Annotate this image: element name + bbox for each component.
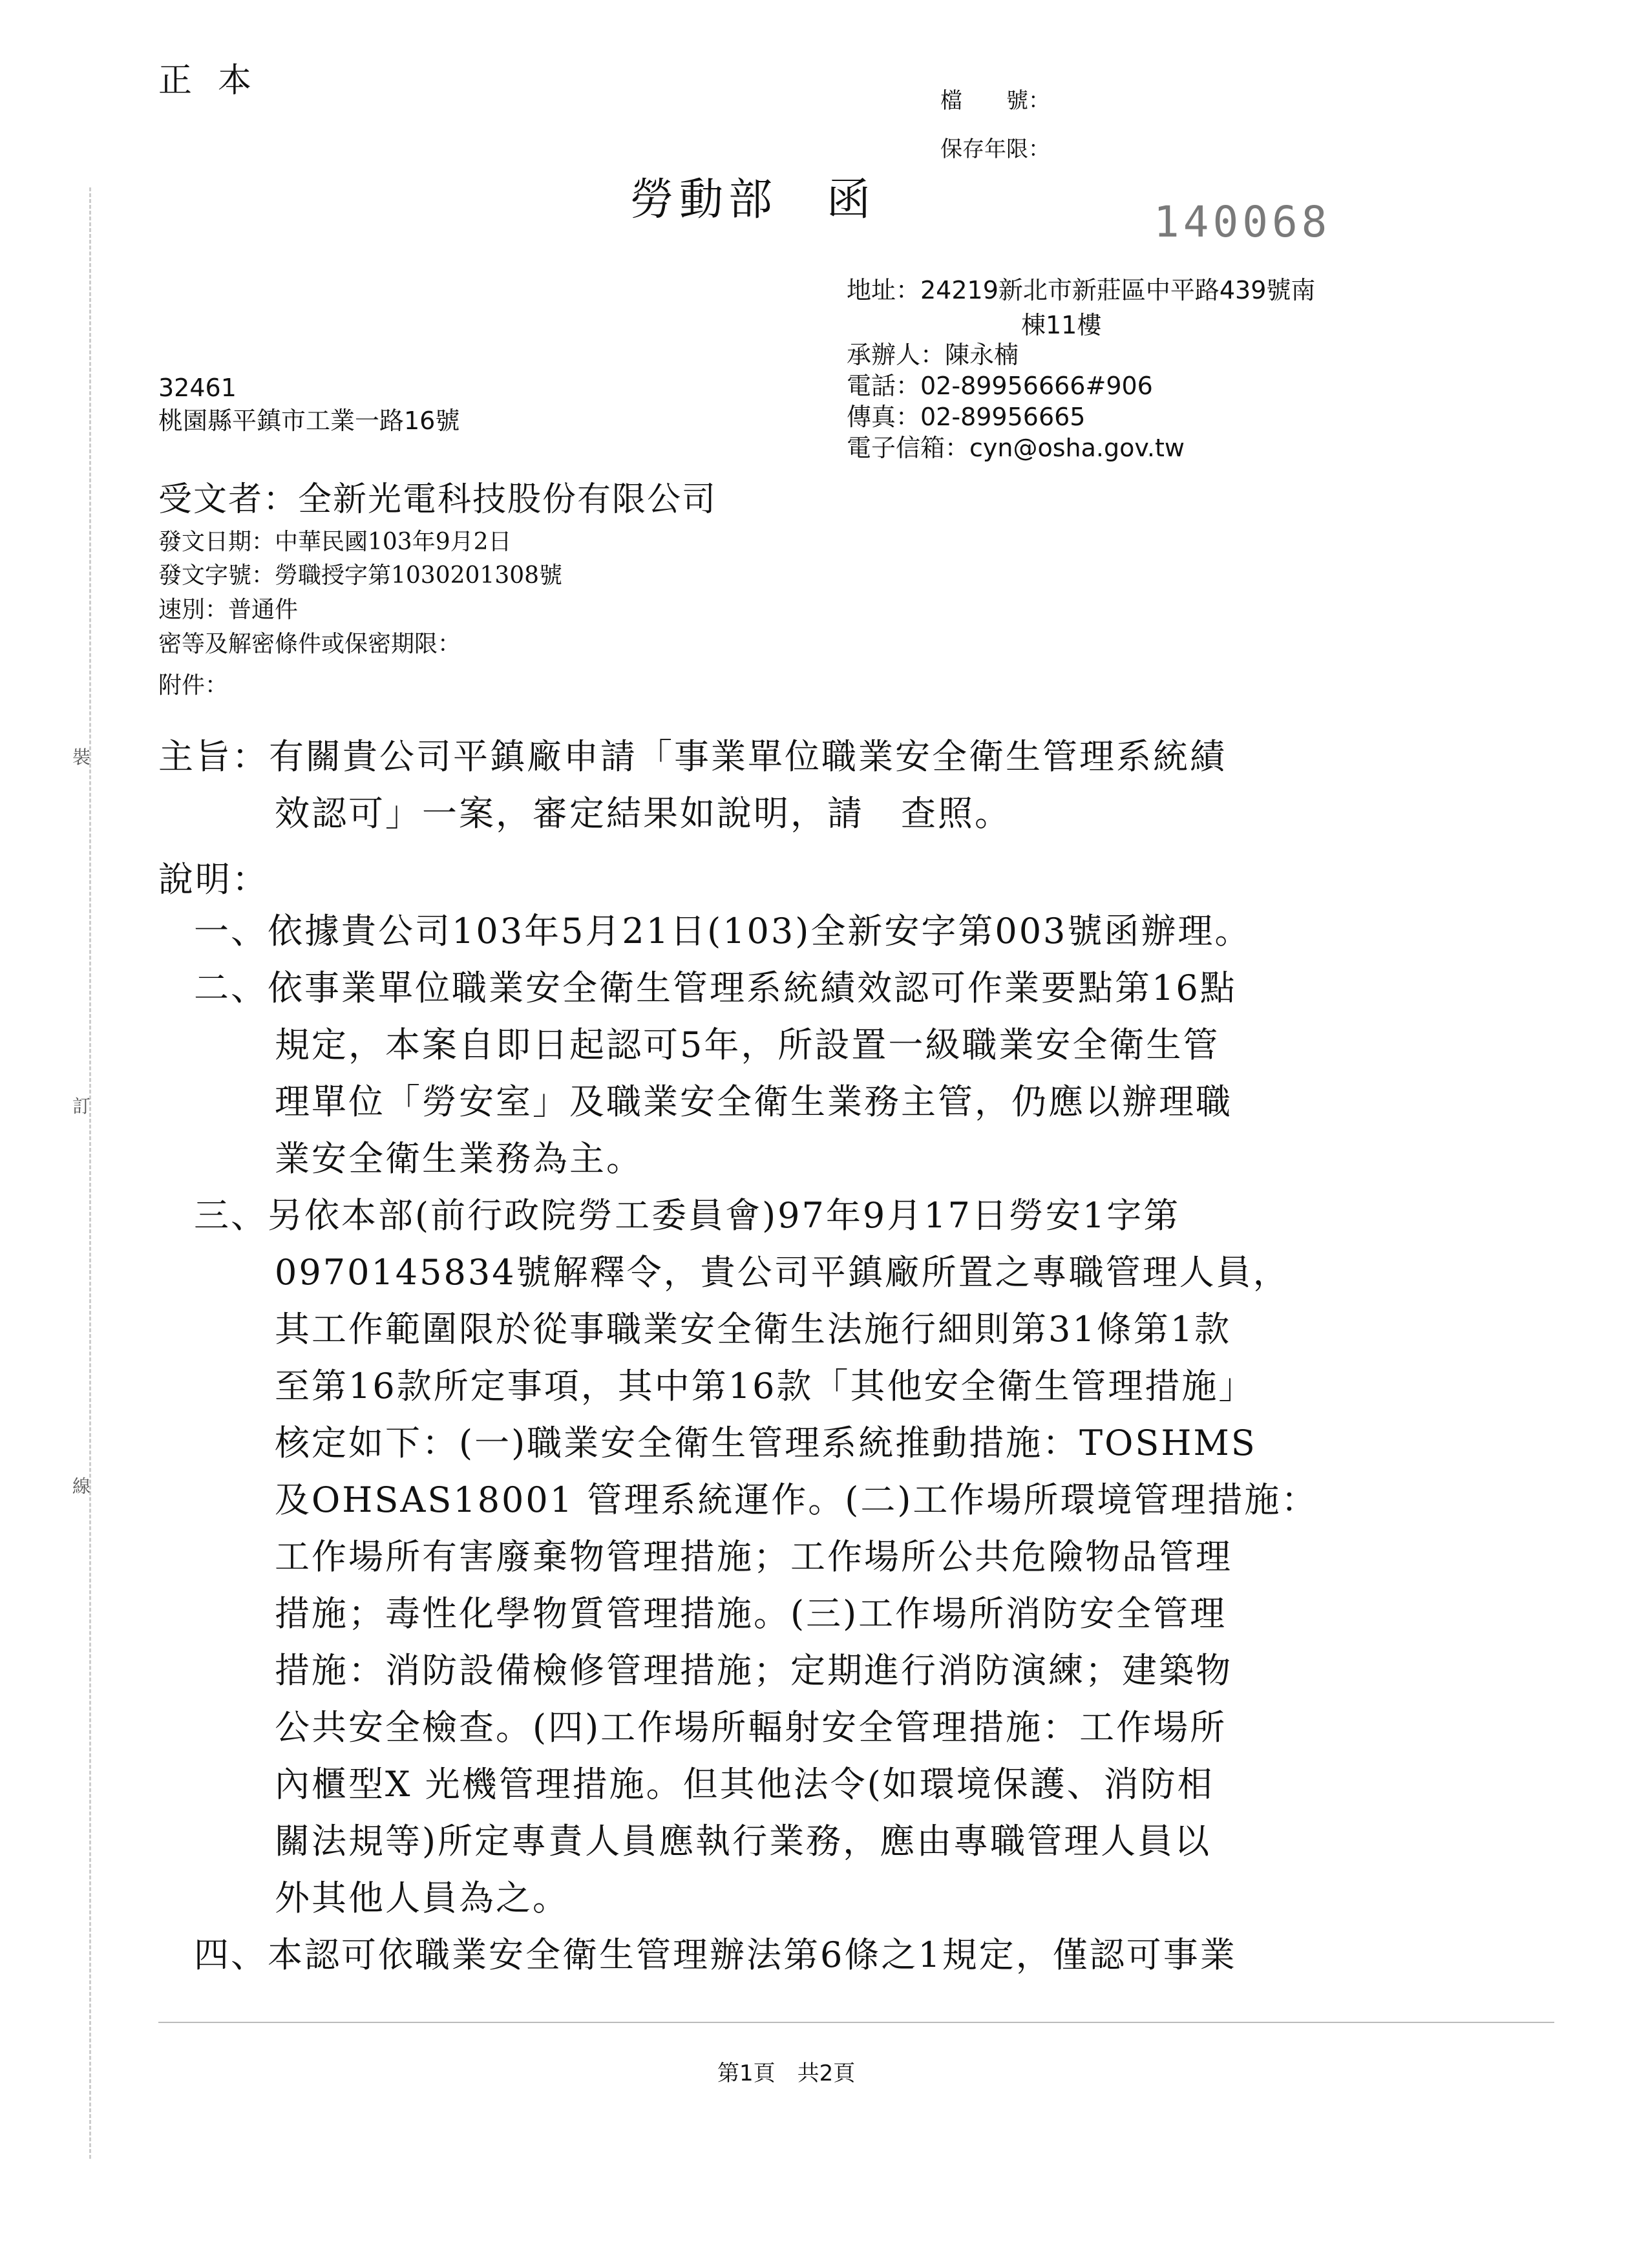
explanation-item-cont: 公共安全檢查。(四)工作場所輻射安全管理措施：工作場所: [275, 1707, 1227, 1748]
sender-address-cont: 棟11樓: [1021, 311, 1102, 339]
explanation-item-cont: 及OHSAS18001 管理系統運作。(二)工作場所環境管理措施：: [275, 1479, 1318, 1520]
postal-code: 32461: [158, 374, 237, 402]
retention-period-label: 保存年限：: [940, 136, 1050, 162]
explanation-item-cont: 0970145834號解釋令，貴公司平鎮廠所置之專職管理人員，: [275, 1252, 1290, 1293]
secrecy-level: 密等及解密條件或保密期限：: [158, 631, 461, 657]
delivery-speed: 速別：普通件: [158, 597, 299, 623]
receiver-address: 桃園縣平鎮市工業一路16號: [158, 407, 460, 435]
email-address: 電子信箱：cyn@osha.gov.tw: [847, 434, 1185, 462]
explanation-item-cont: 其工作範圍限於從事職業安全衛生法施行細則第31條第1款: [275, 1309, 1232, 1350]
explanation-item-cont: 內櫃型X 光機管理措施。但其他法令(如環境保護、消防相: [275, 1764, 1214, 1805]
fax-number: 傳真：02-89956665: [847, 403, 1086, 431]
explanation-item-cont: 措施；毒性化學物質管理措施。(三)工作場所消防安全管理: [275, 1593, 1227, 1634]
explanation-label: 說明：: [158, 859, 269, 900]
explanation-item: 二、依事業單位職業安全衛生管理系統績效認可作業要點第16點: [194, 968, 1237, 1008]
subject-line: 效認可」一案，審定結果如說明，請 查照。: [275, 793, 1011, 834]
explanation-item-cont: 核定如下：(一)職業安全衛生管理系統推動措施：TOSHMS: [275, 1423, 1257, 1463]
staple-mark: 訂: [72, 1096, 91, 1117]
sender-address: 地址：24219新北市新莊區中平路439號南: [847, 276, 1316, 304]
explanation-item: 三、另依本部(前行政院勞工委員會)97年9月17日勞安1字第: [194, 1195, 1181, 1236]
binding-line: [89, 187, 91, 2159]
explanation-item-cont: 關法規等)所定專責人員應執行業務，應由專職管理人員以: [275, 1821, 1212, 1861]
attachments: 附件：: [158, 672, 229, 699]
explanation-item-cont: 理單位「勞安室」及職業安全衛生業務主管，仍應以辦理職: [275, 1081, 1232, 1122]
recipient: 受文者：全新光電科技股份有限公司: [158, 480, 717, 519]
explanation-item: 一、依據貴公司103年5月21日(103)全新安字第003號函辦理。: [194, 911, 1252, 951]
explanation-item-cont: 規定，本案自即日起認可5年，所設置一級職業安全衛生管: [275, 1024, 1220, 1065]
document-title: 勞動部 函: [630, 175, 876, 226]
phone-number: 電話：02-89956666#906: [847, 372, 1153, 400]
explanation-item-cont: 工作場所有害廢棄物管理措施；工作場所公共危險物品管理: [275, 1536, 1232, 1577]
explanation-item-cont: 外其他人員為之。: [275, 1878, 569, 1918]
line-mark: 線: [72, 1476, 91, 1497]
explanation-item-cont: 措施：消防設備檢修管理措施；定期進行消防演練；建築物: [275, 1650, 1232, 1691]
page-number: 第1頁 共2頁: [717, 2061, 856, 2086]
document-number: 發文字號：勞職授字第1030201308號: [158, 562, 563, 589]
copy-mark: 正本: [158, 61, 278, 100]
issue-date: 發文日期：中華民國103年9月2日: [158, 529, 512, 555]
footer-divider: [158, 2022, 1554, 2023]
handler-name: 承辦人：陳永楠: [847, 341, 1019, 369]
explanation-item: 四、本認可依職業安全衛生管理辦法第6條之1規定，僅認可事業: [194, 1934, 1237, 1975]
explanation-item-cont: 業安全衛生業務為主。: [275, 1138, 643, 1179]
binding-mark: 裝: [72, 747, 91, 768]
receipt-stamp-number: 140068: [1154, 197, 1331, 247]
file-number-label: 檔 號：: [940, 88, 1050, 114]
explanation-item-cont: 至第16款所定事項，其中第16款「其他安全衛生管理措施」: [275, 1366, 1256, 1406]
subject-line: 主旨：有關貴公司平鎮廠申請「事業單位職業安全衛生管理系統績: [158, 736, 1227, 777]
